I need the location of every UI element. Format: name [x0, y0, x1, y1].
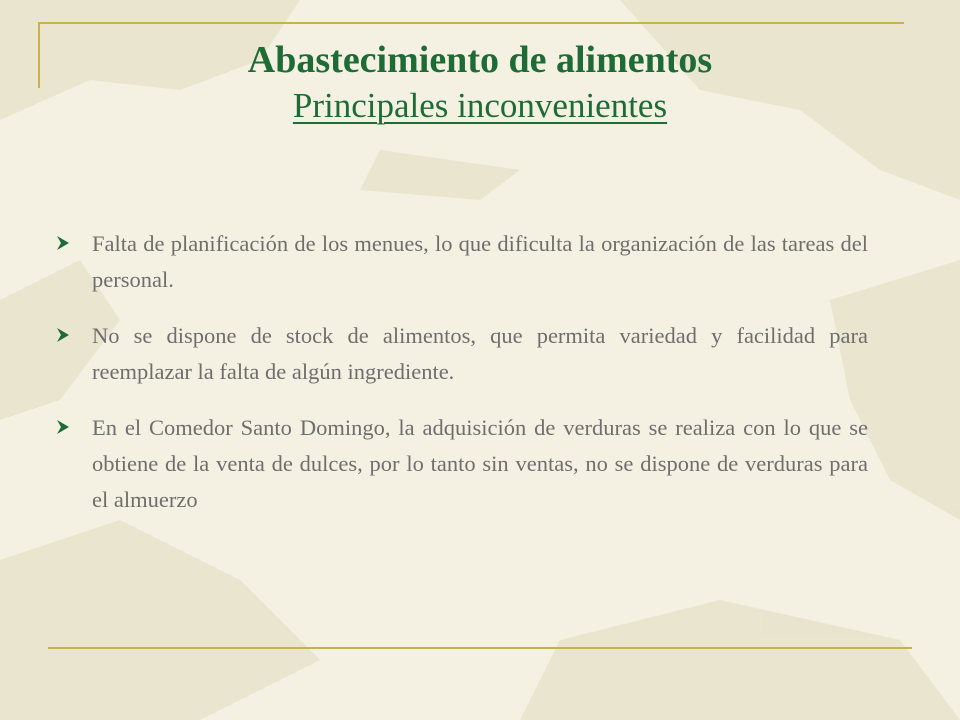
- slide-title: Abastecimiento de alimentos: [247, 39, 713, 81]
- frame-bottom-line: [48, 647, 912, 649]
- list-item: [56, 410, 868, 518]
- arrowhead-bullet-icon: [56, 226, 92, 256]
- bullet-text: Falta de planificación de los menues, lo que dificulta la organización de las tareas del personal.: [92, 231, 868, 292]
- list-item: [56, 226, 868, 298]
- bullet-list: [56, 226, 868, 538]
- arrowhead-bullet-icon: [56, 410, 92, 440]
- bullet-text: No se dispone de stock de alimentos, que permita variedad y facilidad para reemplazar la falta de algún ingrediente.: [92, 323, 868, 384]
- frame-top-line: [40, 22, 904, 24]
- arrowhead-bullet-icon: [56, 318, 92, 348]
- bullet-text: En el Comedor Santo Domingo, la adquisición de verduras se realiza con lo que se obtiene de la venta de dulces, por lo tanto sin ventas, no se dispone de verduras para el almuerzo: [92, 415, 868, 512]
- slide-subtitle: Principales inconvenientes: [292, 85, 668, 125]
- title-block: [0, 38, 960, 127]
- list-item: [56, 318, 868, 390]
